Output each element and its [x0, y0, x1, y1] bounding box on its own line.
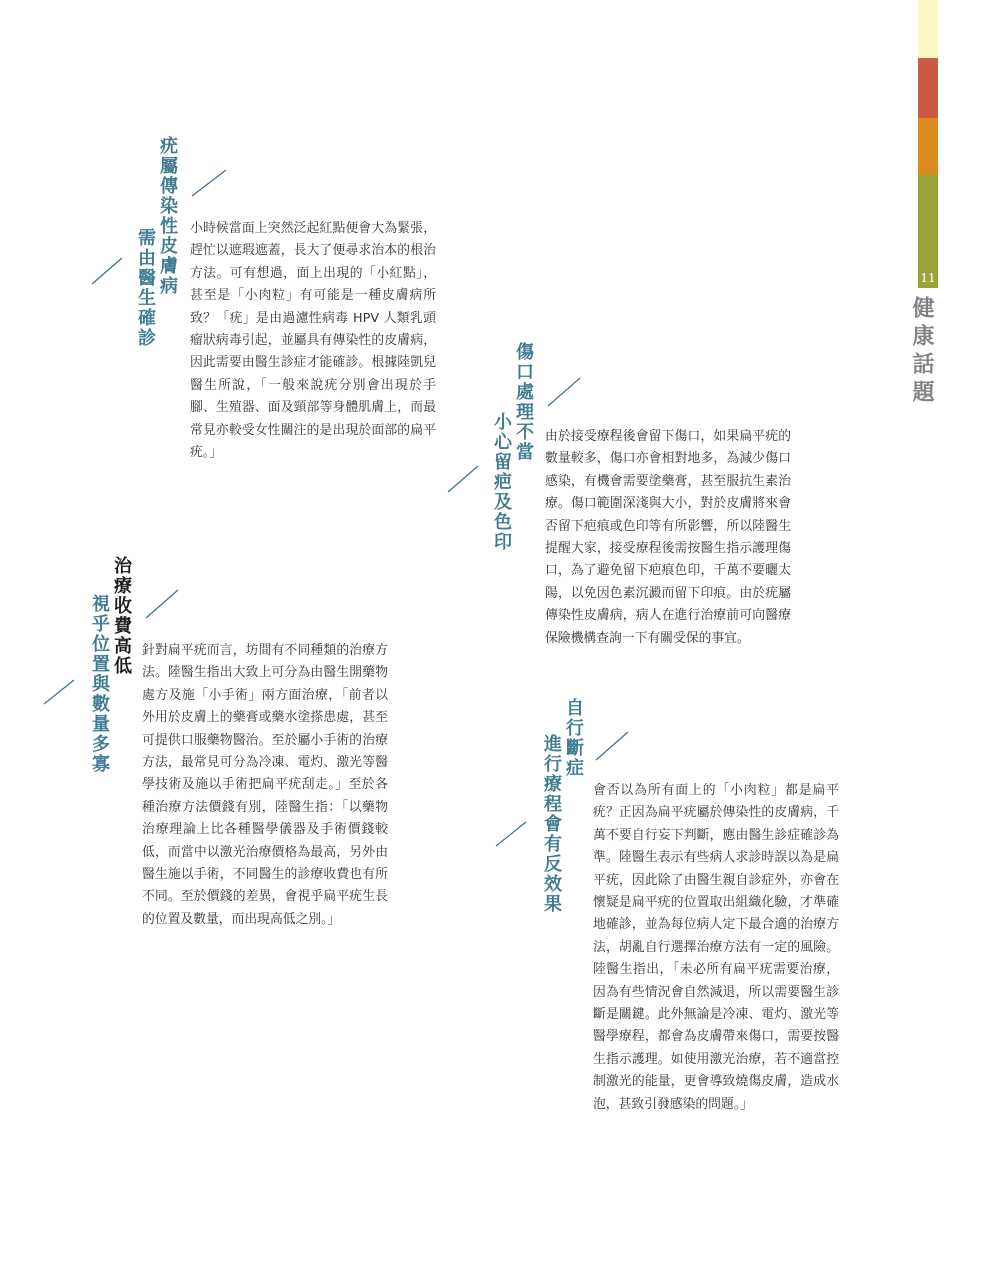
section-4-body: 會否以為所有面上的「小肉粒」都是扁平疣？正因為扁平疣屬於傳染性的皮膚病，千萬不要自行妄下判斷，應由醫生診症確診為準。陸醫生表示有些病人求診時誤以為是扁平疣，因此除了由醫生親自診症外，亦會在懷疑是扁平疣的位置取出組織化驗，才準確地確診，並為每位病人定下最合適的治療方法，胡亂自行選擇治療方法有一定的風險。陸醫生指出，「未必所有扁平疣需要治療，因為有些情況會自然減退，所以需要醫生診斷是關鍵。此外無論是冷凍、電灼、激光等醫學療程，都會為皮膚帶來傷口，需要按醫生指示護理。如使用激光治療，若不適當控制激光的能量，更會導致燒傷皮膚，造成水泡，甚致引發感染的問題。」 [593, 783, 839, 1112]
section-1-title-line-1: 疣屬傳染性皮膚病 [157, 136, 178, 296]
section-3-title-line-1: 治療收費高低 [111, 556, 132, 676]
section-1-slash-top [190, 168, 228, 198]
section-1-slash-bottom [90, 256, 124, 286]
section-3-body: 針對扁平疣而言，坊間有不同種類的治療方法。陸醫生指出大致上可分為由醫生開藥物處方及施「小手術」兩方面治療，「前者以外用於皮膚上的藥膏或藥水塗搽患處，甚至可提供口服藥物醫治。至於屬小手術的治療方法，最常見可分為冷凍、電灼、激光等醫學技術及施以手術把扁平疣刮走。」至於各種治療方法價錢有別，陸醫生指：「以藥物治療理論上比各種醫學儀器及手術價錢較低，而當中以激光治療價格為最高，另外由醫生施以手術，不同醫生的診療收費也有所不同。至於價錢的差異，會視乎扁平疣生長的位置及數量，而出現高低之別。」 [142, 643, 388, 927]
section-4-slash-bottom [494, 820, 528, 848]
color-tab-yellow [918, 0, 938, 58]
section-4-title-line-1: 自行斷症 [563, 698, 584, 778]
section-4-title-line-2: 進行療程會有反效果 [541, 734, 562, 914]
color-tab-red [918, 58, 938, 118]
section-2-slash-bottom [446, 464, 480, 494]
section-3-slash-top [144, 588, 180, 620]
section-2-slash-top [546, 376, 582, 408]
section-1-title-line-2: 需由醫生確診 [135, 228, 156, 348]
section-2-title-line-1: 傷口處理不當 [513, 342, 534, 462]
section-label: 健康話題 [909, 296, 935, 408]
page-number: 11 [918, 268, 938, 288]
section-1-body: 小時候當面上突然泛起紅點便會大為緊張，趕忙以遮瑕遮蓋，長大了便尋求治本的根治方法。可有想過，面上出現的「小紅點」，甚至是「小肉粒」有可能是一種皮膚病所致？「疣」是由過濾性病毒 HPV 人類乳頭瘤狀病毒引起，並屬具有傳染性的皮膚病，因此需要由醫生診症才能確診。根據陸凱兒醫生所說，「一般來說疣分別會出現於手腳、生殖器、面及頸部等身體肌膚上，而最常見亦較受女性關注的是出現於面部的扁平疣。」 [190, 221, 436, 461]
section-2-title-line-2: 小心留疤及色印 [491, 412, 512, 552]
color-tab-olive [918, 175, 938, 268]
section-3-title-line-2: 視乎位置與數量多寡 [89, 594, 110, 774]
section-4-slash-top [594, 730, 630, 762]
color-tab-orange [918, 118, 938, 175]
section-2-body: 由於接受療程後會留下傷口，如果扁平疣的數量較多，傷口亦會相對地多，為減少傷口感染，有機會需要塗藥膏，甚至服抗生素治療。傷口範圍深淺與大小，對於皮膚將來會否留下疤痕或色印等有所影響，所以陸醫生提醒大家，接受療程後需按醫生指示護理傷口，為了避免留下疤痕色印，千萬不要曬太陽，以免因色素沉澱而留下印痕。由於疣屬傳染性皮膚病，病人在進行治療前可向醫療保險機構查詢一下有關受保的事宜。 [545, 429, 791, 646]
section-3-slash-bottom [42, 678, 76, 706]
